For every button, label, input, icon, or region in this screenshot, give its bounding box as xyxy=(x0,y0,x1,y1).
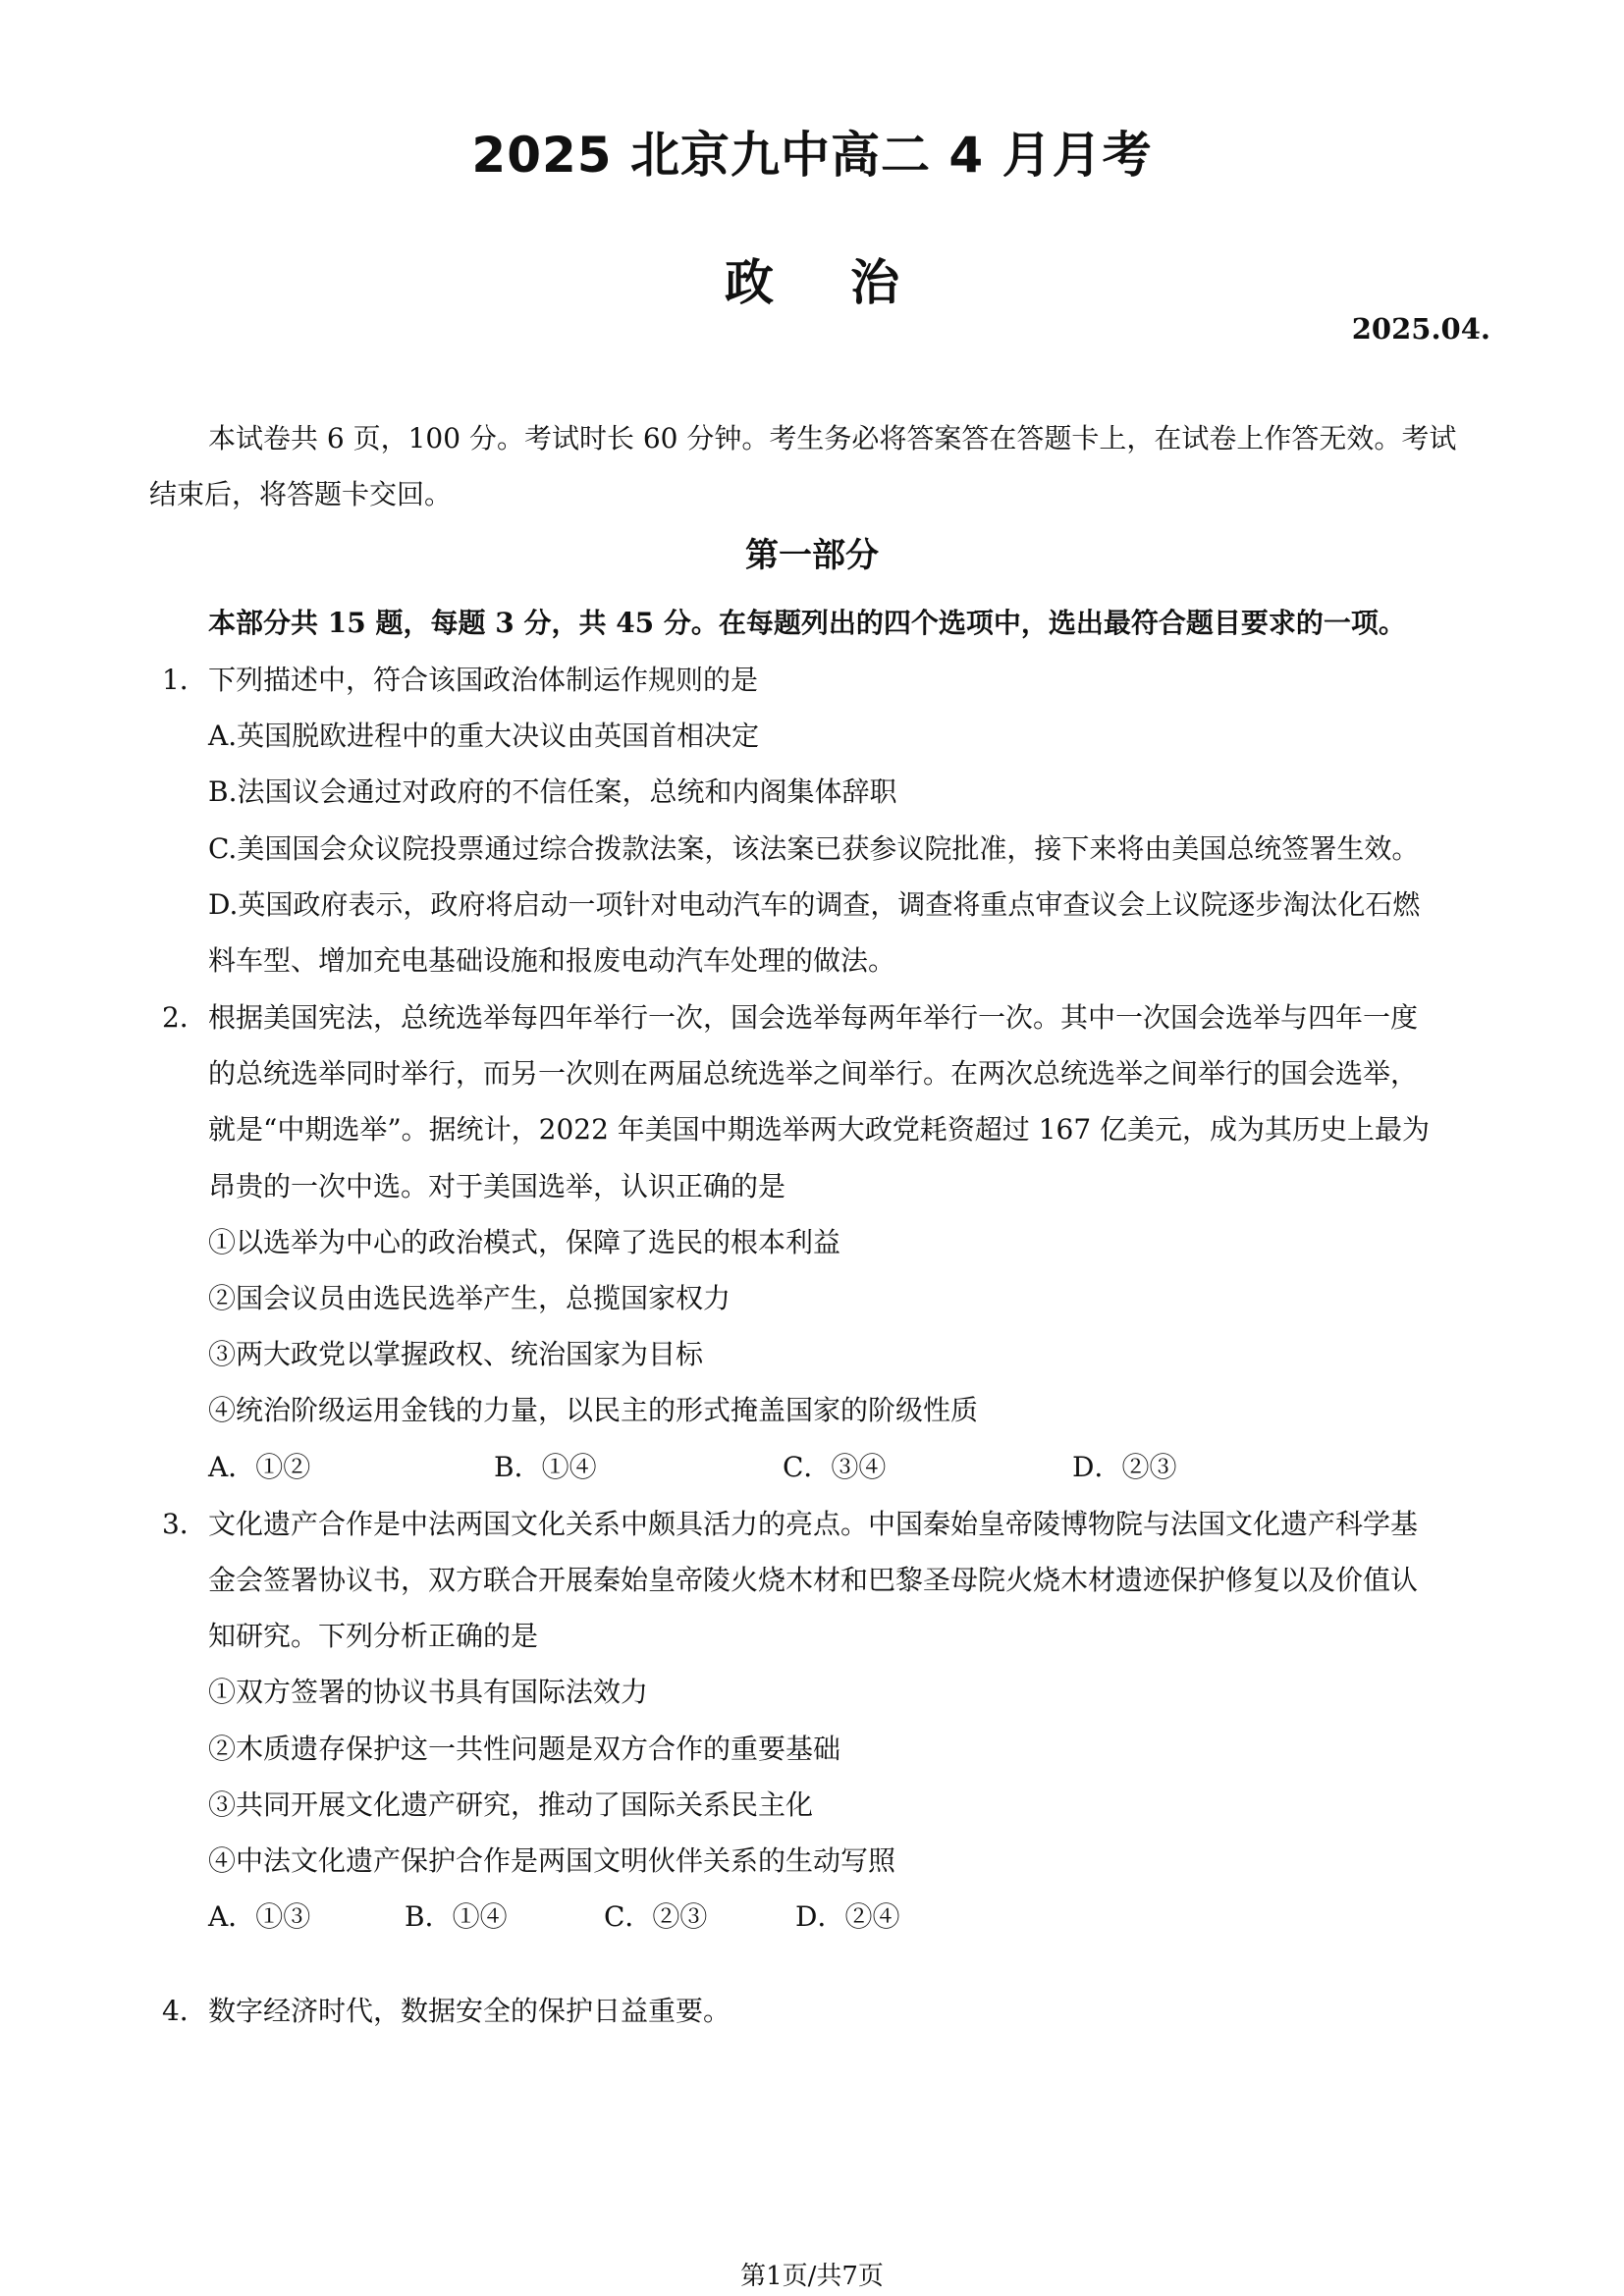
question-1-option-b: B.法国议会通过对政府的不信任案，总统和内阁集体辞职 xyxy=(208,775,897,808)
question-4-number: 4． xyxy=(162,1995,207,2027)
question-3-statement-1: ①双方签署的协议书具有国际法效力 xyxy=(208,1676,649,1708)
question-3-stem-line-2: 金会签署协议书，双方联合开展秦始皇帝陵火烧木材和巴黎圣母院火烧木材遗迹保护修复以及价值认 xyxy=(208,1564,1419,1596)
question-3-option-c: C．②③ xyxy=(604,1900,708,1933)
question-1-option-a: A.英国脱欧进程中的重大决议由英国首相决定 xyxy=(208,720,760,752)
exam-date: 2025.04. xyxy=(1351,312,1490,346)
question-2-stem-line-4: 昂贵的一次中选。对于美国选举，认识正确的是 xyxy=(208,1170,786,1202)
question-3-statement-2: ②木质遗存保护这一共性问题是双方合作的重要基础 xyxy=(208,1733,841,1765)
question-2-stem-line-3: 就是“中期选举”。据统计，2022 年美国中期选举两大政党耗资超过 167 亿美元，成为其历史上最为 xyxy=(208,1113,1431,1146)
question-1-option-d-line-2: 料车型、增加充电基础设施和报废电动汽车处理的做法。 xyxy=(208,944,896,977)
question-2-statement-2: ②国会议员由选民选举产生，总揽国家权力 xyxy=(208,1282,731,1314)
question-3-stem-line-3: 知研究。下列分析正确的是 xyxy=(208,1620,539,1652)
page-footer: 第1页/共7页 xyxy=(740,2262,884,2291)
question-1-stem: 下列描述中，符合该国政治体制运作规则的是 xyxy=(208,664,759,696)
question-2-statement-4: ④统治阶级运用金钱的力量，以民主的形式掩盖国家的阶级性质 xyxy=(208,1394,979,1426)
section-title: 第一部分 xyxy=(745,536,879,575)
question-3-statement-3: ③共同开展文化遗产研究，推动了国际关系民主化 xyxy=(208,1789,814,1821)
question-3-statement-4: ④中法文化遗产保护合作是两国文明伙伴关系的生动写照 xyxy=(208,1844,896,1877)
question-3-option-d: D．②④ xyxy=(795,1900,900,1933)
question-2-statement-1: ①以选举为中心的政治模式，保障了选民的根本利益 xyxy=(208,1226,841,1258)
question-2-stem-line-2: 的总统选举同时举行，而另一次则在两届总统选举之间举行。在两次总统选举之间举行的国会选举， xyxy=(208,1057,1419,1090)
instructions-line-2: 结束后，将答题卡交回。 xyxy=(149,478,453,510)
question-3-option-a: A．①③ xyxy=(208,1900,311,1933)
question-2-option-c: C．③④ xyxy=(783,1451,887,1483)
question-2-stem-line-1: 根据美国宪法，总统选举每四年举行一次，国会选举每两年举行一次。其中一次国会选举与四年一度 xyxy=(208,1001,1419,1034)
question-1-number: 1． xyxy=(162,664,207,696)
instructions-line-1: 本试卷共 6 页，100 分。考试时长 60 分钟。考生务必将答案答在答题卡上，在试卷上作答无效。考试 xyxy=(208,422,1457,454)
question-1-option-c: C.美国国会众议院投票通过综合拨款法案，该法案已获参议院批准，接下来将由美国总统签署生效。 xyxy=(208,832,1420,865)
question-2-statement-3: ③两大政党以掌握政权、统治国家为目标 xyxy=(208,1338,704,1370)
question-2-option-b: B．①④ xyxy=(494,1451,597,1483)
question-3-option-b: B．①④ xyxy=(405,1900,508,1933)
question-2-number: 2． xyxy=(162,1001,207,1034)
question-2-option-d: D．②③ xyxy=(1072,1451,1177,1483)
question-3-number: 3． xyxy=(162,1508,207,1540)
question-4-stem: 数字经济时代，数据安全的保护日益重要。 xyxy=(208,1995,731,2027)
section-note: 本部分共 15 题，每题 3 分，共 45 分。在每题列出的四个选项中，选出最符合题目要求的一项。 xyxy=(208,607,1406,639)
exam-title: 2025 北京九中高二 4 月月考 xyxy=(471,127,1153,184)
subject-title: 政治 xyxy=(725,254,976,311)
question-2-option-a: A．①② xyxy=(208,1451,311,1483)
question-1-option-d-line-1: D.英国政府表示，政府将启动一项针对电动汽车的调查，调查将重点审查议会上议院逐步淘汰化石燃 xyxy=(208,888,1421,921)
question-3-stem-line-1: 文化遗产合作是中法两国文化关系中颇具活力的亮点。中国秦始皇帝陵博物院与法国文化遗产科学基 xyxy=(208,1508,1419,1540)
